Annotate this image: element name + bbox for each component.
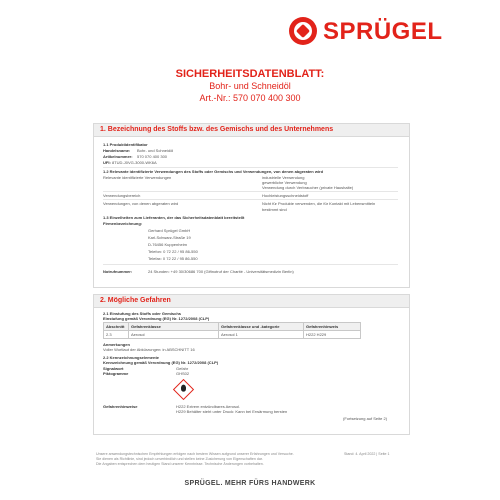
section-1-heading: 1. Bezeichnung des Stoffs bzw. des Gemischs und des Unternehmens [94, 124, 409, 137]
table-header-cell: Gefahrenklasse und -kategorie [219, 323, 304, 331]
table-header-cell: Gefahrenhinweis [304, 323, 361, 331]
address-line: Telefax: 0 72 22 / 95 86-550 [148, 256, 198, 261]
classification-table [103, 322, 361, 339]
hazard-line: H222 Extrem entzündbares Aerosol. [176, 404, 241, 409]
pictogram-label: Piktogramme [103, 371, 129, 376]
table-header-row [104, 323, 361, 331]
brand-name: SPRÜGEL [323, 18, 443, 45]
article-number: Art.-Nr.: 570 070 400 300 [199, 93, 301, 103]
table-header-cell: Gefahrenklasse [129, 323, 219, 331]
pictogram-code: GHS02 [176, 371, 190, 376]
section-2-heading: 2. Mögliche Gefahren [94, 295, 409, 308]
address-line: D-76456 Kuppenheim [148, 242, 187, 247]
s12-value: Verwendung durch Verbraucher (private Haushalte) [262, 185, 354, 190]
footer-date: Stand: 4. April 2022 | Seite 1 [344, 452, 390, 456]
s13-heading: 1.3 Einzelheiten zum Lieferanten, der das Sicherheitsdatenblatt bereitstellt [103, 215, 245, 220]
hazard-label: Gefahrenhinweise [103, 404, 138, 409]
s12-value: Hochleistungsschneidstoff [262, 193, 309, 198]
s12-value: bestimmt sind [262, 207, 287, 212]
table-cell: Aerosol 1 [219, 331, 304, 339]
s11-row-value: 570 070 400 300 [137, 154, 168, 159]
s12-value: Nicht für Produkte verwenden, die für Kontakt mit Lebensmitteln [262, 201, 376, 206]
s12-heading: 1.2 Relevante identifizierte Verwendungen des Stoffs oder Gemischs und Verwendungen, von denen abgeraten wird [103, 169, 324, 174]
notruf-label: Notrufnummer: [103, 269, 133, 274]
s11-row-value: Bohr- und Schneidöl [137, 148, 174, 153]
s12-value: industrielle Verwendung [262, 175, 305, 180]
signal-label: Signalwort [103, 366, 124, 371]
signal-word: Gefahr [176, 366, 189, 371]
notes-label: Anmerkungen [103, 342, 130, 347]
address-line: Karl-Schwarz-Straße 19 [148, 235, 191, 240]
s12-label: Verwendungsbereich [103, 193, 141, 198]
table-cell: Aerosol [129, 331, 219, 339]
footer-line: Unsere anwendungstechnischen Empfehlungen erfolgen nach bestem Wissen aufgrund unserer Erfahrungen und Versuche. [96, 452, 294, 456]
s11-row-label: Handelsname: [103, 148, 131, 153]
footer-line: Die Angaben entsprechen dem heutigen Stand unserer Kenntnisse. Technische Änderungen vorbehalten. [96, 462, 264, 466]
slogan: SPRÜGEL. MEHR FÜRS HANDWERK [184, 480, 316, 487]
s11-row-label: UFI: [103, 160, 111, 165]
table-cell: 2.3 [104, 331, 129, 339]
s11-row-value: 8TUD-J0VG-3000-WK6A [112, 160, 157, 165]
table-row [104, 331, 361, 339]
table-cell: H222 H229 [304, 331, 361, 339]
notes-text: Voller Wortlaut der Abkürzungen: in ABSCHNITT 16 [103, 347, 195, 352]
s22-heading: 2.2 Kennzeichnungselemente [103, 355, 160, 360]
s21-heading: 2.1 Einstufung des Stoffs oder Gemischs [103, 311, 182, 316]
footer-line: Sie dienen als Richtlinie, sind jedoch unverbindlich und stellen keine Zusicherung von Eigenschaften dar. [96, 457, 263, 461]
s12-value: gewerbliche Verwendung [262, 180, 307, 185]
product-name: Bohr- und Schneidöl [209, 81, 291, 91]
s22-sub: Kennzeichnung gemäß Verordnung (EG) Nr. 1272/2008 (CLP) [103, 360, 219, 365]
notruf-value: 24 Stunden: +49 30/30686 700 (Giftnotruf der Charité - Universitätsmedizin Berlin) [148, 269, 294, 274]
address-line: Telefon: 0 72 22 / 95 86-550 [148, 249, 198, 254]
page-title: SICHERHEITSDATENBLATT: [175, 68, 325, 80]
continued-note: (Fortsetzung auf Seite 2) [343, 416, 388, 421]
s12-label: Verwendungen, von denen abgeraten wird [103, 201, 179, 206]
table-header-cell: Abschnitt [104, 323, 129, 331]
logo-icon [289, 17, 317, 45]
s11-heading: 1.1 Produktidentifikator [103, 142, 148, 147]
s21-sub: Einstufung gemäß Verordnung (EG) Nr. 1272/2008 (CLP) [103, 316, 210, 321]
hazard-line: H229 Behälter steht unter Druck: Kann bei Erwärmung bersten [176, 409, 288, 414]
address-line: Gerhard Sprügel GmbH [148, 228, 191, 233]
s12-label: Relevante identifizierte Verwendungen [103, 175, 172, 180]
s11-row-label: Artikelnummer: [103, 154, 133, 159]
firm-label: Firmenbezeichnung: [103, 221, 143, 226]
